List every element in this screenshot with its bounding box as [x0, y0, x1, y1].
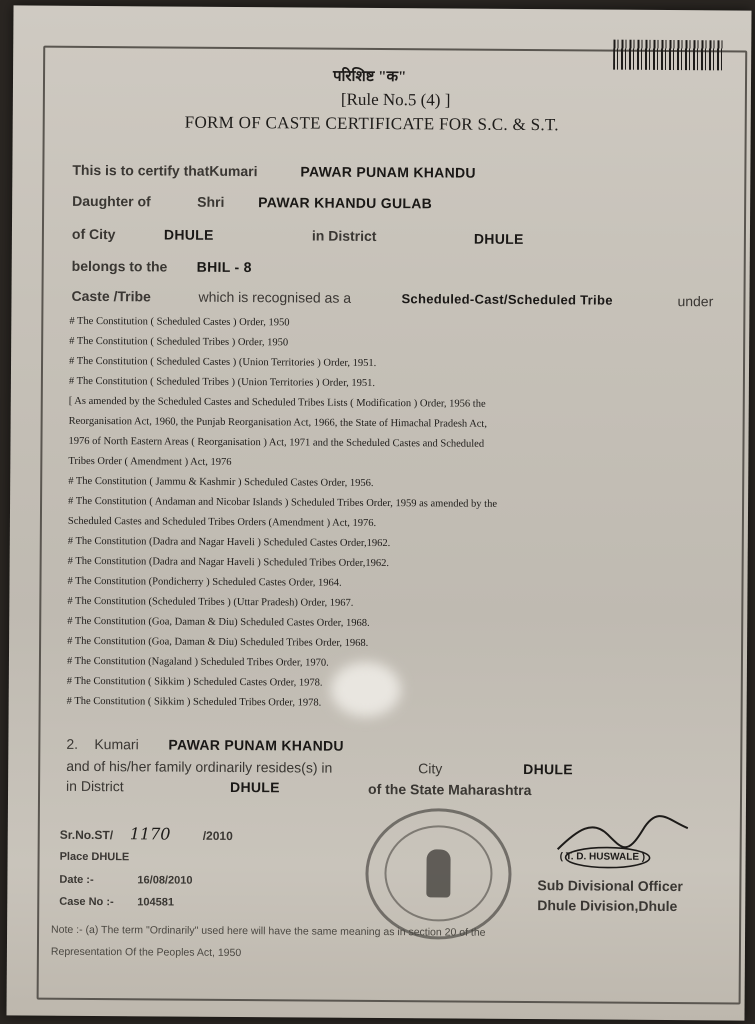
barcode: [613, 40, 723, 71]
certificate-sheet: [6, 5, 751, 1020]
officer-title: Sub Divisional Officer: [537, 877, 683, 895]
residence-district-label: in District: [66, 777, 124, 795]
note-line-2: Representation Of the Peoples Act, 1950: [50, 945, 242, 960]
residence-city-label: City: [418, 760, 443, 777]
caste-tribe-label: Caste /Tribe: [71, 287, 151, 305]
case-label: Case No :-: [59, 895, 114, 909]
srno-year: /2010: [202, 828, 233, 843]
district-value: DHULE: [473, 230, 524, 248]
order-line: 1976 of North Eastern Areas ( Reorganisation ) Act, 1971 and the Scheduled Castes and Scheduled: [68, 435, 485, 450]
recognised-label: which is recognised as a: [198, 288, 352, 306]
date-value: 16/08/2010: [137, 874, 193, 887]
srno-value: 1170: [129, 824, 171, 844]
case-value: 104581: [137, 896, 175, 909]
order-line: Tribes Order ( Amendment ) Act, 1976: [68, 455, 232, 468]
order-line: # The Constitution (Scheduled Tribes ) (Uttar Pradesh) Order, 1967.: [67, 595, 354, 609]
order-line: # The Constitution ( Scheduled Castes ) (Union Territories ) Order, 1951.: [69, 355, 377, 369]
order-line: # The Constitution (Dadra and Nagar Haveli ) Scheduled Tribes Order,1962.: [67, 555, 390, 570]
order-line: # The Constitution ( Sikkim ) Scheduled Castes Order, 1978.: [66, 675, 323, 689]
order-line: # The Constitution ( Scheduled Tribes ) Order, 1950: [69, 335, 289, 349]
item-number: 2.: [66, 735, 79, 752]
residence-name: PAWAR PUNAM KHANDU: [168, 736, 344, 754]
district-label: in District: [311, 227, 377, 244]
order-line: # The Constitution (Pondicherry ) Scheduled Castes Order, 1964.: [67, 575, 342, 589]
rule-number: [Rule No.5 (4) ]: [340, 89, 451, 110]
order-line: # The Constitution ( Sikkim ) Scheduled Tribes Order, 1978.: [66, 695, 322, 709]
order-line: # The Constitution ( Scheduled Castes ) Order, 1950: [69, 315, 290, 329]
residence-city: DHULE: [523, 761, 574, 778]
residence-district: DHULE: [230, 778, 280, 796]
srno-label: Sr.No.ST/: [59, 827, 114, 843]
state-label: of the State Maharashtra: [368, 780, 532, 799]
form-title: FORM OF CASTE CERTIFICATE FOR S.C. & S.T.: [184, 112, 559, 135]
officer-name: ( T. D. HUSWALE ): [559, 851, 646, 863]
order-line: # The Constitution (Nagaland ) Scheduled Tribes Order, 1970.: [66, 655, 329, 669]
order-line: # The Constitution (Dadra and Nagar Haveli ) Scheduled Castes Order,1962.: [67, 535, 391, 550]
candidate-name: PAWAR PUNAM KHANDU: [300, 163, 476, 181]
official-seal: [365, 808, 512, 940]
date-label: Date :-: [59, 873, 94, 887]
under-label: under: [677, 293, 714, 310]
belongs-label: belongs to the: [71, 257, 168, 275]
order-line: # The Constitution ( Jammu & Kashmir ) Scheduled Castes Order, 1956.: [68, 475, 374, 489]
note-line-1: Note :- (a) The term "Ordinarily" used here will have the same meaning as in section 20 of the: [51, 923, 486, 939]
category-value: Scheduled-Cast/Scheduled Tribe: [401, 291, 613, 308]
glare-spot: [331, 662, 401, 717]
order-line: # The Constitution ( Scheduled Tribes ) (Union Territories ) Order, 1951.: [68, 375, 376, 389]
city-value: DHULE: [163, 226, 214, 243]
order-line: # The Constitution (Goa, Daman & Diu) Scheduled Tribes Order, 1968.: [67, 635, 369, 649]
order-line: Reorganisation Act, 1960, the Punjab Reorganisation Act, 1966, the State of Himachal Pradesh Act,: [68, 415, 488, 430]
certify-label: This is to certify thatKumari: [72, 161, 258, 180]
city-label: of City: [71, 225, 116, 243]
shri-label: Shri: [197, 193, 225, 210]
father-name: PAWAR KHANDU GULAB: [258, 194, 433, 212]
resides-label: and of his/her family ordinarily resides(s) in: [66, 757, 333, 776]
order-line: [ As amended by the Scheduled Castes and Scheduled Tribes Lists ( Modification ) Order, 1956 the: [68, 395, 486, 410]
residence-kumari-label: Kumari: [94, 736, 139, 753]
order-line: # The Constitution ( Andaman and Nicobar Islands ) Scheduled Tribes Order, 1959 as amended by the: [68, 495, 498, 510]
daughter-label: Daughter of: [72, 192, 151, 210]
order-line: # The Constitution (Goa, Daman & Diu) Scheduled Castes Order, 1968.: [67, 615, 370, 629]
officer-division: Dhule Division,Dhule: [537, 897, 678, 915]
order-line: Scheduled Castes and Scheduled Tribes Orders (Amendment ) Act, 1976.: [67, 515, 377, 529]
marathi-title: परिशिष्ट "क": [332, 68, 407, 86]
emblem-icon: [426, 849, 450, 897]
caste-value: BHIL - 8: [196, 258, 252, 276]
place-label: Place DHULE: [59, 850, 130, 864]
